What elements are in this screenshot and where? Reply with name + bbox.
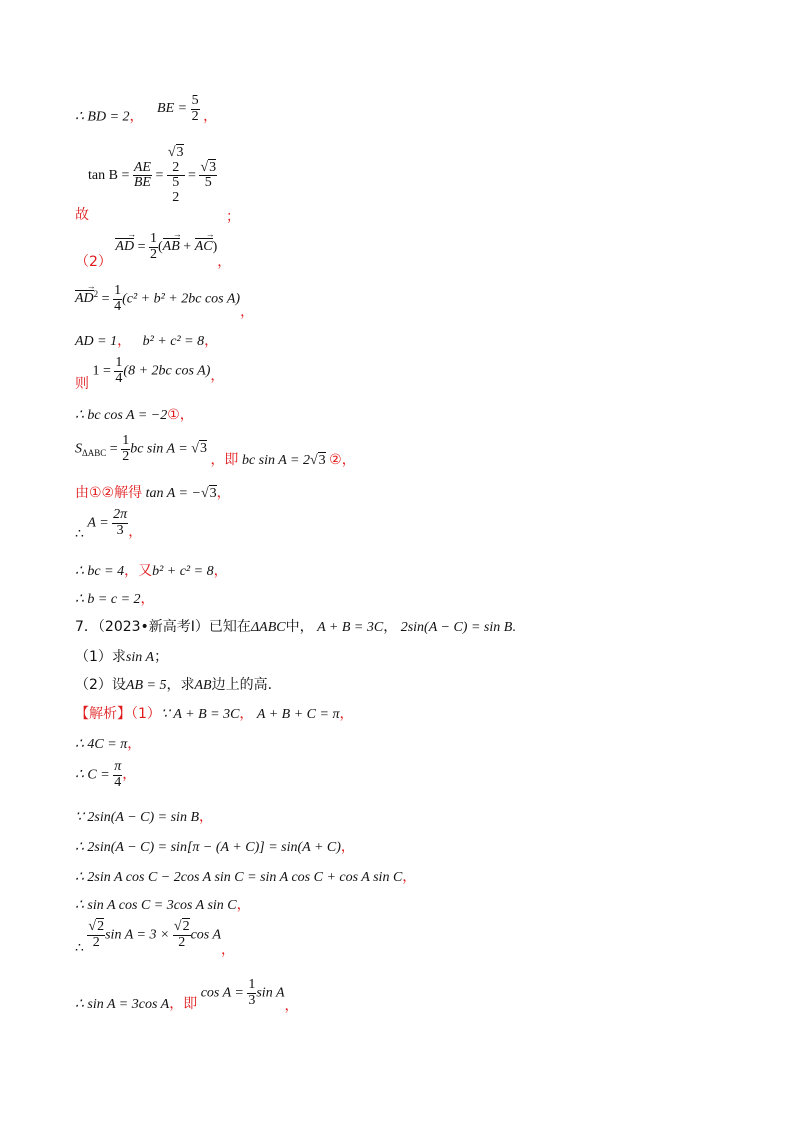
solution-line <box>75 93 218 132</box>
solution-line <box>75 507 143 543</box>
math-text: ∴ 2sin(A − C) = sin[π − (A + C)] = sin(A + C) <box>75 840 341 855</box>
solution-line <box>88 146 217 206</box>
math-text: ∴ bc cos A = −2 <box>75 408 168 423</box>
math-text: A + B = 3C <box>317 620 384 635</box>
punct: ， <box>128 524 143 541</box>
math-text: (c² + b² + 2bc cos A) <box>122 291 241 307</box>
conclusion-label: 由①②解得 <box>75 485 143 501</box>
fraction: $\frac{1}{4}$ <box>114 283 122 314</box>
solution-line <box>75 404 194 424</box>
conclusion-label: 则 <box>75 376 89 393</box>
punct: ， <box>236 897 251 913</box>
fraction: $\frac{√2}{2}$ <box>173 919 190 950</box>
vector: AB → <box>163 238 180 254</box>
solution-line <box>75 560 228 580</box>
fraction: $\frac{1}{2}$ <box>122 433 130 464</box>
solution-line <box>75 977 299 1015</box>
solution-line <box>75 588 155 608</box>
math-text: (8 + 2bc cos A) <box>123 363 211 379</box>
math-text: ∵ 2sin(A − C) = sin B <box>75 810 199 825</box>
subscript: ΔABC <box>82 448 107 459</box>
math-text: A = <box>87 515 109 531</box>
math-text: ∴ 4C = π <box>75 737 128 752</box>
conclusion-label: ，又 <box>124 563 153 579</box>
math-text: ∴ 2sin A cos C − 2cos A sin C = sin A cos C + cos A sin C <box>75 870 403 885</box>
solution-line: 由①②解得 tan A = −√3， <box>75 485 231 501</box>
solution-line <box>75 283 255 321</box>
equals: = <box>109 441 118 457</box>
part-label: （1） <box>131 706 161 722</box>
solution-line <box>75 866 416 886</box>
math-text: ∴ C = <box>75 767 110 783</box>
solution-line: $S_{\Delta ABC}$ = $\frac{1}{2}$ bc sin A = √3 ，即 bc sin A = 2√3 ②， <box>75 433 356 469</box>
punct: ， <box>402 869 417 885</box>
punct: ， <box>199 809 213 825</box>
question-part <box>75 674 272 694</box>
vector: AD → <box>115 238 134 254</box>
punct: ， <box>122 766 137 783</box>
circled-mark: ② <box>329 452 342 469</box>
question-part <box>75 646 168 666</box>
conclusion-label: 故 <box>75 207 89 223</box>
math-text: bc sin A = 2 <box>241 453 310 469</box>
fraction: $\frac{1}{3}$ <box>248 977 256 1008</box>
math-text: tan A = − <box>145 486 201 501</box>
conclusion-label: ，即 <box>169 996 198 1013</box>
punct: ， <box>216 485 231 501</box>
solution-line <box>75 806 213 826</box>
math-text: ∴ BD = 2 <box>75 109 130 125</box>
fraction: $\frac{2\pi}{3}$ <box>113 507 128 538</box>
punct: ， <box>129 108 144 125</box>
question-text: （2）设 <box>75 677 126 693</box>
math-text: sin A = 3 × <box>105 927 170 943</box>
question-text: 边上的高. <box>211 677 273 693</box>
math-text: AD = 1 <box>75 334 118 349</box>
punct: ， <box>117 333 132 349</box>
math-text: AB <box>194 678 212 693</box>
math-text: S <box>75 441 82 457</box>
punct: ， <box>341 452 356 469</box>
math-text: ∴ sin A cos C = 3cos A sin C <box>75 898 237 913</box>
punct: ； <box>226 209 240 225</box>
math-text: ∴ bc = 4 <box>75 564 125 579</box>
fraction: $\frac{√2}{2}$ <box>88 919 105 950</box>
math-text: 2sin(A − C) = sin B <box>400 620 513 635</box>
punct: ； <box>154 649 169 665</box>
therefore-symbol: ∴ <box>75 941 84 957</box>
equals: = <box>137 239 146 255</box>
math-text: bc sin A = <box>130 441 188 457</box>
question-title <box>75 616 516 636</box>
punct: ， <box>240 304 255 321</box>
fraction: √3 2 5 2 <box>167 145 184 206</box>
math-text: AB = 5 <box>125 678 167 693</box>
punct: . <box>512 620 516 635</box>
punct: ， <box>213 563 228 579</box>
punct: ， <box>127 736 142 752</box>
solution-line <box>75 836 355 856</box>
equals: = <box>155 168 164 184</box>
math-text: ∴ sin A = 3cos A <box>75 997 170 1013</box>
fraction: $\frac{\pi}{4}$ <box>114 759 122 790</box>
circled-mark: ① <box>167 407 180 423</box>
math-text: ∵ A + B = 3C <box>160 707 240 722</box>
math-text: cos A = <box>200 985 244 1001</box>
vector: AC → <box>195 238 213 254</box>
vector: AD → <box>75 290 94 306</box>
punct: ， <box>340 839 355 855</box>
punct: ， <box>339 706 354 722</box>
solution-line <box>75 919 236 959</box>
math-text: ΔABC <box>250 620 286 635</box>
math-text: tan B = <box>88 168 130 184</box>
fraction: $\frac{AE}{BE}$ <box>133 159 151 191</box>
punct: ， <box>204 333 219 349</box>
punct: ， <box>179 407 194 423</box>
punct: ， <box>383 619 398 635</box>
question-text: ，求 <box>166 677 195 693</box>
math-text: BE = <box>157 101 188 117</box>
punct: ， <box>217 254 232 271</box>
solution-line <box>75 330 218 350</box>
fraction: $\frac{1}{4}$ <box>115 355 123 386</box>
fraction: $\frac{1}{2}$ <box>150 231 157 262</box>
punct: ， <box>221 942 236 959</box>
punct: ， <box>284 998 299 1015</box>
part-label: （2） <box>75 254 112 271</box>
solution-line <box>75 760 136 790</box>
conclusion-label: ，即 <box>210 452 239 469</box>
equals: = <box>188 168 196 184</box>
math-text: sin A <box>256 985 285 1001</box>
fraction: $\frac{5}{2}$ <box>191 93 199 124</box>
punct: ， <box>203 108 218 125</box>
equals: = <box>101 291 110 307</box>
fraction: $\frac{√3}{5}$ <box>200 159 217 191</box>
solution-line <box>75 355 225 393</box>
math-text: cos A <box>190 927 222 943</box>
therefore-symbol: ∴ <box>75 527 84 543</box>
exponent: 2 <box>93 288 99 299</box>
punct: ， <box>140 591 155 607</box>
math-text: ∴ b = c = 2 <box>75 592 141 607</box>
math-text: sin A <box>125 650 155 665</box>
question-text: 中， <box>285 619 314 635</box>
analysis-tag: 【解析】 <box>75 706 131 722</box>
question-text: （1）求 <box>75 649 126 665</box>
math-text: b² + c² = 8 <box>152 564 214 579</box>
solution-line <box>75 703 353 723</box>
math-text: A + B + C = π <box>256 707 340 722</box>
solution-line <box>75 733 141 753</box>
question-text: 7．（2023•新高考Ⅰ）已知在 <box>75 619 251 635</box>
math-text: b² + c² = 8 <box>142 334 205 349</box>
solution-line <box>75 894 251 914</box>
punct: ， <box>239 706 254 722</box>
math-text: 1 = <box>92 363 111 379</box>
solution-line: （2） AD → = $\frac{1}{2}$ (AB → + AC →)， <box>75 232 231 262</box>
punct: ， <box>210 368 225 385</box>
